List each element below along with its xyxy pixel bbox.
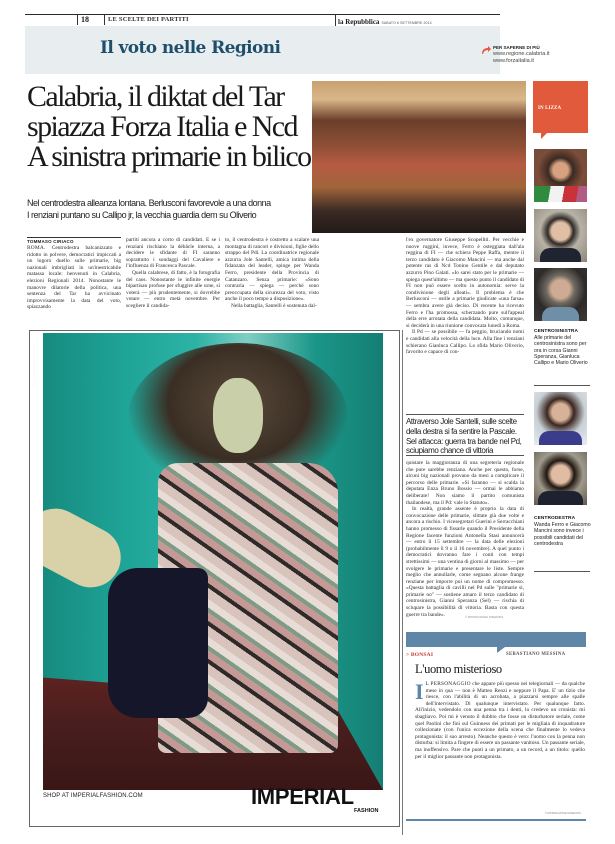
copyright-note: © RIPRODUZIONE RISERVATA	[465, 616, 504, 619]
byline-rule	[27, 237, 121, 238]
ad-brand-logo: IMPERIAL	[251, 784, 354, 809]
portrait-gianni-speranza	[534, 268, 587, 321]
ad-model-shorts	[108, 568, 208, 718]
article-paragraph: In realtà, grande assente è proprio la data di convocazione delle primarie, slittate già due volte e ancora a rischio. I vicesegretari Guerini e Serracchiani hanno promesso di fissarle quando il Presidente della Regione facente funzioni Antonella Stasi annuncerà — entro il 15 settembre — la data delle elezioni (probabilmente il 9 o il 16 novembre). A quel punto i democratici dovranno fare i conti con tempi strettissimi — una ventina di giorni al massimo — per svolgere le primarie e presentare le liste. Sempre meglio che annullarle, come segnano alcune frange renziane per imporre poi un nome di compromesso. «Questa battaglia di cavilli nel Pd sulle "primarie sì, primarie no" — sostiene amaro il terzo candidato di centrosinistra, Gianni Speranza (Sel) — rischia di sciupare la possibilità di vittoria. Basta con questa guerre tra bande».	[406, 506, 524, 618]
subhead-line-2: I renziani puntano su Callipo jr, la vecchia guardia dem su Oliverio	[27, 210, 257, 220]
sidebar-rule	[534, 571, 590, 572]
bonsai-title: L'uomo misterioso	[415, 662, 502, 676]
portrait-wanda-ferro	[534, 392, 587, 445]
article-paragraph: quistare la maggioranza di una segreteria regionale che pure sarebbe renziana. Anche per questo, forse, alcuni big nazionali provano da mesi a complicare il percorso delle primarie. «Si faranno — si scalda la deputata Enza Bruno Bossio — ormai le abbiamo deliberate! Non siamo il partito comunista thailandese, ma il Pd: vale lo Statuto».	[406, 460, 524, 506]
ad-brand-sub: FASHION	[354, 808, 379, 814]
arrow-icon	[481, 45, 491, 55]
pullquote: Attraverso Jole Santelli, sulle scelte della destra si fa sentire la Pascale. Sel attacca: guerra tra bande nel Pd, sciupiamo chance di vittoria	[406, 417, 522, 456]
bonsai-lead: L PERSONAGGIO	[425, 681, 471, 687]
article-paragraph: l'ex governatore Giuseppe Scopelliti. Per vecchie e nuove ruggini, invece, Ferro è osteggiata dall'ala reggina di FI — che schiera Peppe Raffa, mentre il terzo candidato è Giacomo Mancini — ma anche dal potente ras di Ncd Tonino Gentile e dal deputato azzurro Pino Galati. «Io sarei stato per le primarie — spiega quest'ultimo — ma questo punto il candidato di FI non può essere scelto in autonomia: serve la condivisione degli alleati». Il problema è che Berlusconi — ostile a primarie giudicate «una farsa» — sembra avere già deciso. Di recente ha ricevuto Ferro e l'ha promossa, scherzando pure sull'appeal della erre arrotata della candidata. Molto, comunque, si deciderà in una riunione convocata lunedì a Roma.	[406, 237, 524, 329]
headline-line-3: A sinistra primarie in bilico	[27, 140, 311, 173]
issue-date: SABATO 6 SETTEMBRE 2014	[381, 21, 432, 25]
dateline: ROMA.	[27, 245, 46, 251]
suit	[540, 248, 581, 262]
caption-text: Wanda Ferro e Giacomo Mancini sono invece i possibili candidati del centrodestra	[534, 522, 591, 547]
column-divider	[402, 330, 403, 835]
bonsai-bottom-rule	[406, 819, 586, 821]
link-regione[interactable]: www.regione.calabria.it	[493, 51, 550, 57]
headline-line-1: Calabria, il diktat del Tar	[27, 80, 284, 113]
article-column-1	[27, 245, 121, 311]
banner-title: Il voto nelle Regioni	[100, 38, 281, 58]
headline	[27, 82, 317, 172]
subheadline	[27, 197, 327, 221]
pullquote-rule	[406, 455, 524, 456]
bonsai-author: SEBASTIANO MESSINA	[506, 652, 566, 657]
council-photo	[312, 81, 526, 233]
article-column-4	[406, 237, 524, 356]
bonsai-header-bar	[406, 632, 586, 647]
article-paragraph: partiti ancora a corto di candidati. E se i renziani rischiano la débâcle interna, a decidere le sfidante di FI saranno soprattutto i sondaggi del Cavaliere e l'influenza di Francesca Pascale.	[126, 237, 220, 270]
newspaper-name: la Repubblica	[338, 18, 380, 26]
sidebar-caption-centrosinistra	[534, 329, 594, 366]
article-paragraph: Quella calabrese, di fatto, è la fotografia del caos. Nonostante le infinite energie bipartisan profuse per sfuggire alle urne, si voterà — più prudentemente, si dovrebbe votare — entro metà novembre. Per scegliere il candida-	[126, 269, 220, 309]
more-info-links	[493, 44, 550, 65]
shirt	[542, 307, 579, 321]
article-column-2	[126, 237, 220, 310]
portrait-giacomo-mancini	[534, 452, 587, 505]
byline: TOMMASO CIRIACO	[27, 239, 74, 244]
article-paragraph: ROMA. Centrodestra balcanizzato e ridotto in polvere, democratici impiccati a un logoro duello sulle primarie, big nazionali imbrigliati in un'inestricabile matassa locale: benvenuti in Calabria, elezioni Regionali 2014. Nonostante le manovre dilatorie della politica, una sentenza del Tar ha avvicinato improvvisamente la data del voto, spiazzando	[27, 245, 121, 311]
ad-model-face	[213, 378, 263, 453]
bonsai-body: I L PERSONAGGIO che appare più spesso nei telegiornali — da qualche mese in qua — non è Matteo Renzi e neppure il Papa. E' un tizio che riesce, con l'abilità di un acrobata, a piazzarsi sempre alle spalle dell'intervistato. Di qualunque intervistato. Per qualunque fatto. All'inizio, vedendolo con una penna tra i denti, lo credevo un cronista: mi sbagliavo. Poi mi è venuto il dubbio che fosse un disturbatore seriale, come quel Paolini che finì sul Guinness dei primati per le migliaia di inquadrature collezionate (con l'unica eccezione della scena che finalmente lo vedeva protagonista: il suo arresto). Neanche questo è vero: l'uomo con la penna non disturba: si limita a fingere di essere un passante vanitoso. Un passante seriale, ma inoffensivo. Pare che punti a un primato, a un record, a un titolo: quello per il miglior passante non protagonista.	[415, 679, 586, 760]
bonsai-notch	[497, 647, 505, 653]
subhead-line-1: Nel centrodestra alleanza lontana. Berlusconi favorevole a una donna	[27, 198, 271, 208]
ad-photo-credit: PH. ALESSANDRO DEL CARLO	[33, 344, 36, 388]
article-column-3	[225, 237, 319, 310]
bonsai-label: > BONSAI	[406, 652, 434, 658]
more-info-label: PER SAPERNE DI PIÙ	[493, 45, 540, 50]
top	[539, 431, 582, 445]
section-label: LE SCELTE DEI PARTITI	[104, 15, 189, 25]
in-lizza-label: IN LIZZA	[538, 106, 562, 111]
caption-tag: CENTRODESTRA	[534, 516, 576, 521]
caption-text: Alle primarie del centrosinistra sono per ora in corsa Gianni Speranza, Gianluca Callipo e Mario Oliverio	[534, 335, 588, 367]
page-number: 18	[77, 15, 89, 25]
article-column-5	[406, 460, 524, 618]
ad-photo[interactable]	[43, 333, 383, 790]
sidebar-caption-centrodestra	[534, 516, 594, 547]
article-paragraph: to, il centrodestra è costretto a scalare una montagna di rancori e divisioni, figlie dello strappo del Pdl. La coordinatrice regionale azzurra Jole Santelli, amica intima della fidanzata del leader, spinge per Wanda Ferro, presidente della Provincia di Catanzaro. Senza primarie: «Sono contraria — spiega — perché sono preoccupata della sicurezza del voto, visto anche il poco tempo a disposizione».	[225, 237, 319, 303]
ad-shop-link[interactable]: SHOP AT IMPERIALFASHION.COM	[43, 793, 143, 799]
portrait-mario-oliverio	[534, 149, 587, 202]
headline-line-2: spiazza Forza Italia e Ncd	[27, 110, 297, 143]
copyright-note: © RIPRODUZIONE RISERVATA	[545, 812, 581, 815]
sidebar-rule	[534, 385, 590, 386]
link-forzaitalia[interactable]: www.forzaitalia.it	[493, 58, 534, 64]
tricolor-sash	[534, 186, 587, 202]
portrait-gianluca-callipo	[534, 209, 587, 262]
pullquote-rule	[406, 414, 524, 415]
dropcap: I	[415, 679, 424, 704]
article-paragraph: Il Pd — se possibile — fa peggio, bruciando nomi e candidati alla velocità della luce. Alla fine i renziani schierano Gianluca Callipo. Lo sfida Mario Oliverio, favorito e capace di con-	[406, 329, 524, 356]
caption-tag: CENTROSINISTRA	[534, 329, 579, 334]
article-paragraph: Nella battaglia, Santelli è sostenuta dal-	[231, 302, 317, 309]
suit	[538, 491, 583, 505]
